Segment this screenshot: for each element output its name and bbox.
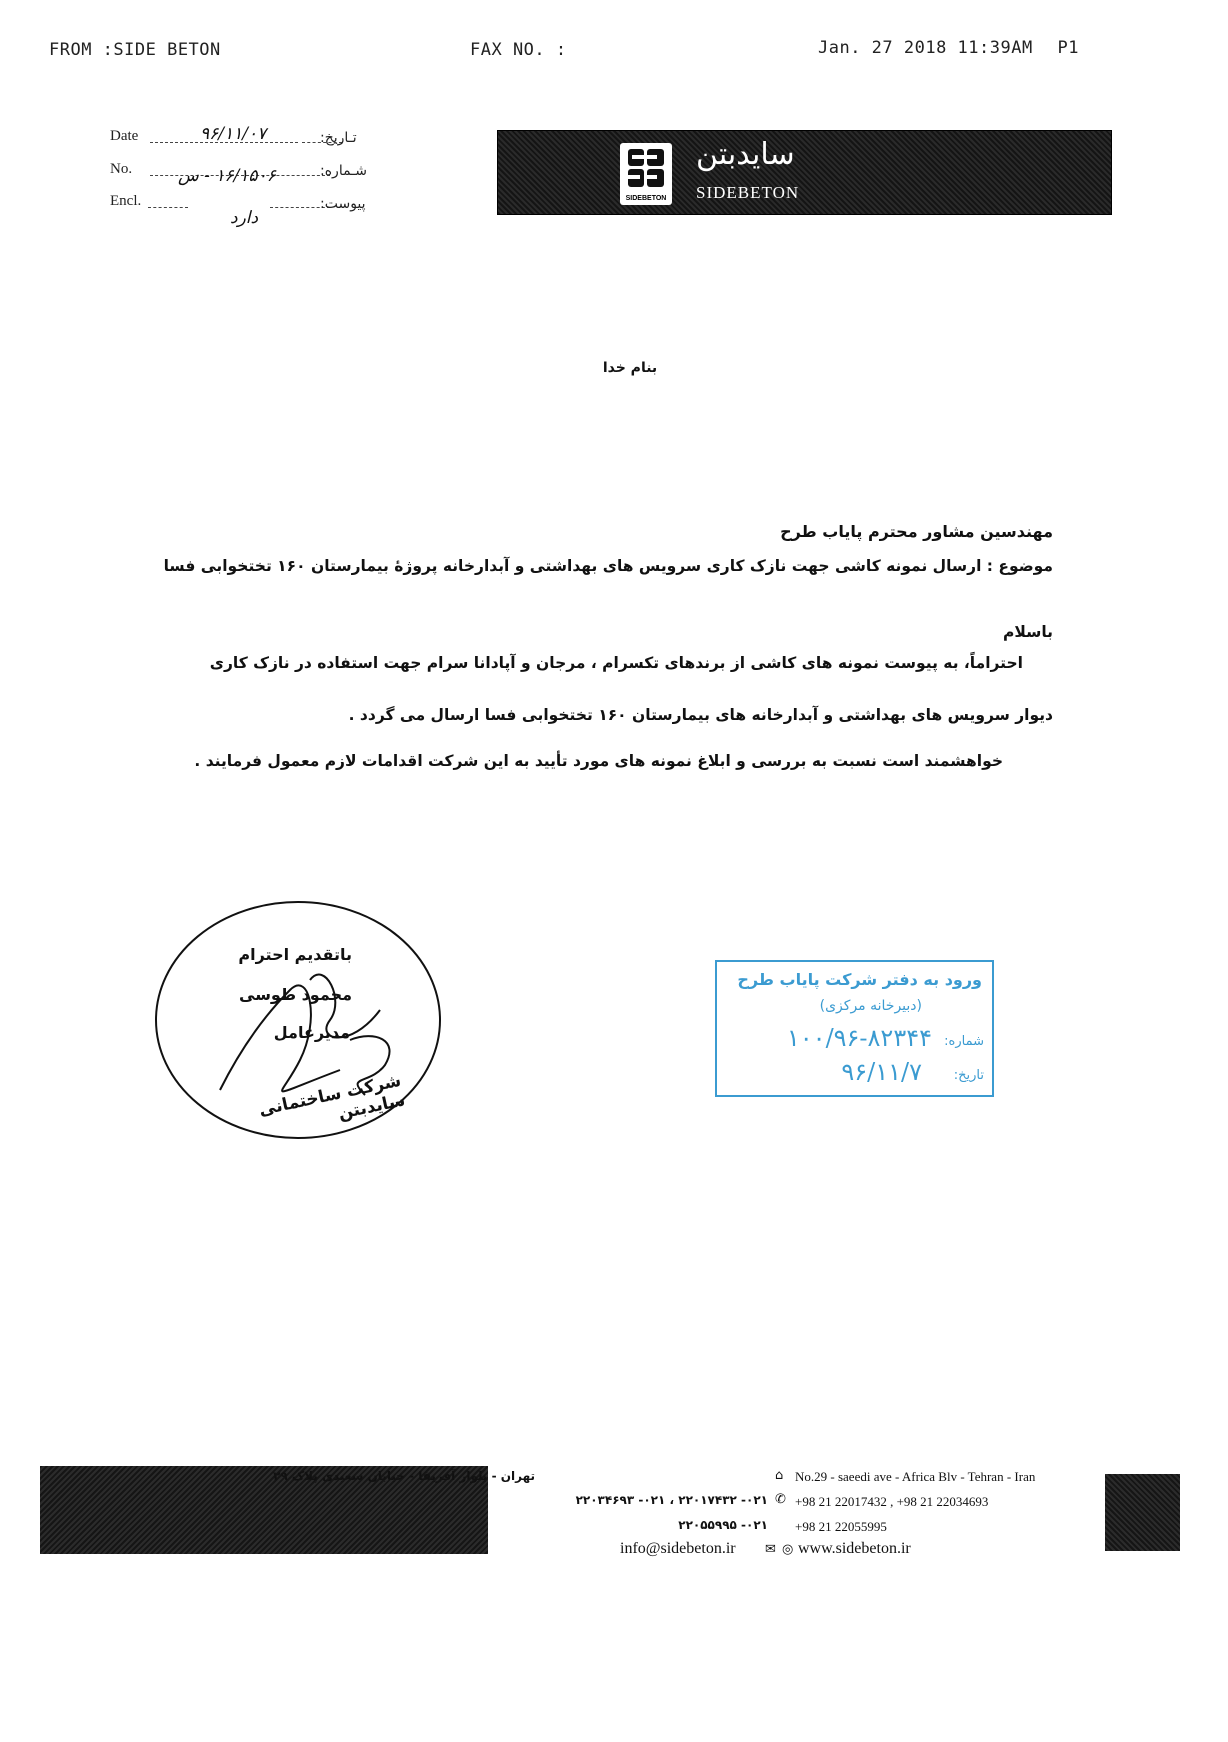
logo-sb-icon — [628, 149, 664, 187]
enclosure-value: دارد — [230, 208, 259, 228]
recipient: مهندسین مشاور محترم پایاب طرح — [780, 522, 1053, 541]
date-value: ۹۶/۱۱/۰۷ — [200, 124, 267, 144]
number-value: ۱۶/۱۵۰۶ - س — [178, 166, 276, 186]
brand-name-en: SIDEBETON — [696, 183, 800, 202]
signer-name: محمود طوسی — [239, 985, 352, 1004]
number-label-fa: شـماره: — [320, 163, 368, 179]
enclosure-label-fa: پیوست: — [320, 196, 366, 212]
seal-text: شرکت ساختمانی سایدبتن — [257, 1070, 408, 1124]
fax-datetime — [818, 38, 1079, 58]
fax-sender: FROM :SIDE BETON — [49, 40, 221, 60]
footer-pattern-right — [1105, 1474, 1180, 1551]
footer-address-en: No.29 - saeedi ave - Africa Blv - Tehran - Iran — [795, 1469, 1036, 1484]
logo-caption: SIDEBETON — [625, 195, 667, 202]
company-logo — [620, 143, 672, 205]
web-icon: ◎ — [782, 1542, 794, 1557]
stamp-subtitle: (دبیرخانه مرکزی) — [819, 998, 922, 1014]
paragraph-3: خواهشمند است نسبت به بررسی و ابلاغ نمونه های مورد تأیید به این شرکت اقدامات لازم معمول فرمایند . — [194, 752, 1003, 770]
home-icon: ⌂ — [775, 1468, 784, 1483]
letterhead-banner — [497, 130, 1112, 215]
footer-address-fa: تهران - بلوار آفریقا - خیابان سعیدی پلاک ۲۹ — [273, 1469, 535, 1483]
stamp-number-value: ۱۰۰/۹۶-۸۲۳۴۴ — [786, 1024, 932, 1052]
signer-title: مدیرعامل — [273, 1023, 350, 1042]
footer-website[interactable]: www.sidebeton.ir — [798, 1540, 911, 1557]
bismillah: بنام خدا — [602, 360, 658, 376]
footer-phones-fa: ۰۲۱- ۲۲۰۱۷۴۳۲ ، ۰۲۱- ۲۲۰۳۴۶۹۳ — [575, 1493, 768, 1507]
brand-name-fa: سایدبتن — [696, 137, 795, 172]
stamp-date-label: تاریخ: — [953, 1068, 984, 1083]
signature-closing: باتقدیم احترام — [238, 945, 352, 964]
mail-icon: ✉ — [765, 1542, 776, 1557]
phone-icon: ✆ — [775, 1492, 786, 1507]
date-label-fa: تـاریخ: — [320, 130, 357, 146]
fax-page: P1 — [1057, 38, 1079, 58]
fax-number-label: FAX NO. : — [470, 40, 567, 60]
paragraph-1: احتراماً، به پیوست نمونه های کاشی از برندهای تکسرام ، مرجان و آپادانا سرام جهت استفاده در نازک کاری — [209, 654, 1023, 672]
enclosure-line — [148, 207, 188, 208]
date-label-en: Date — [110, 128, 139, 144]
fax-timestamp: Jan. 27 2018 11:39AM — [818, 38, 1033, 58]
subject: موضوع : ارسال نمونه کاشی جهت نازک کاری سرویس های بهداشتی و آبدارخانه پروژهٔ بیمارستان ۱۶۰ تختخوابی فسا — [163, 557, 1053, 575]
stamp-number-label: شماره: — [944, 1034, 984, 1049]
stamp-date-value: ۹۶/۱۱/۷ — [841, 1058, 922, 1086]
footer-phones-en: +98 21 22017432 , +98 21 22034693 — [795, 1494, 989, 1509]
footer-fax-en: +98 21 22055995 — [795, 1519, 887, 1534]
stamp-title: ورود به دفتر شرکت پایاب طرح — [737, 970, 982, 989]
greeting: باسلام — [1002, 623, 1053, 641]
paragraph-2: دیوار سرویس های بهداشتی و آبدارخانه های بیمارستان ۱۶۰ تختخوابی فسا ارسال می گردد . — [348, 706, 1053, 724]
number-label-en: No. — [110, 161, 133, 177]
receipt-stamp — [715, 960, 994, 1097]
enclosure-label-en: Encl. — [110, 193, 142, 209]
footer-fax-fa: ۰۲۱- ۲۲۰۵۵۹۹۵ — [678, 1518, 768, 1532]
footer-email[interactable]: info@sidebeton.ir — [620, 1540, 736, 1557]
